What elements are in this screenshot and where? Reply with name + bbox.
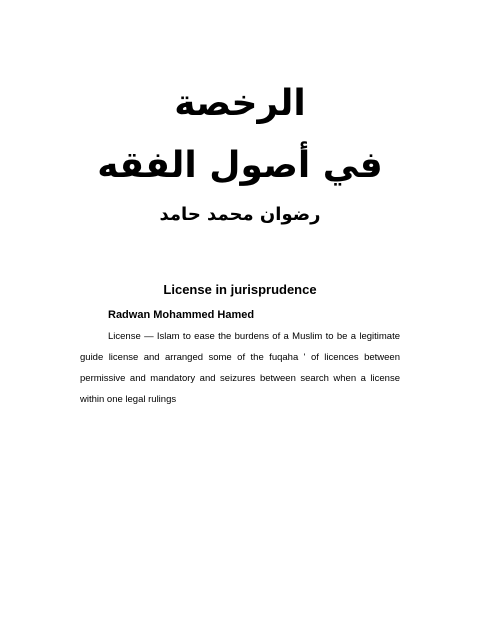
abstract-paragraph: License — Islam to ease the burdens of a Muslim to be a legitimate guide license and arranged some of the fuqaha ' of licences between permissive and mandatory and seizures between search when a license within one legal rulings xyxy=(80,331,400,405)
arabic-title-line-2: في أصول الفقه xyxy=(97,145,383,186)
arabic-author-name: رضوان محمد حامد xyxy=(159,204,321,225)
english-author-name: Radwan Mohammed Hamed xyxy=(108,309,255,321)
arabic-title-line-1: الرخصة xyxy=(174,83,306,124)
english-title: License in jurisprudence xyxy=(163,282,317,297)
